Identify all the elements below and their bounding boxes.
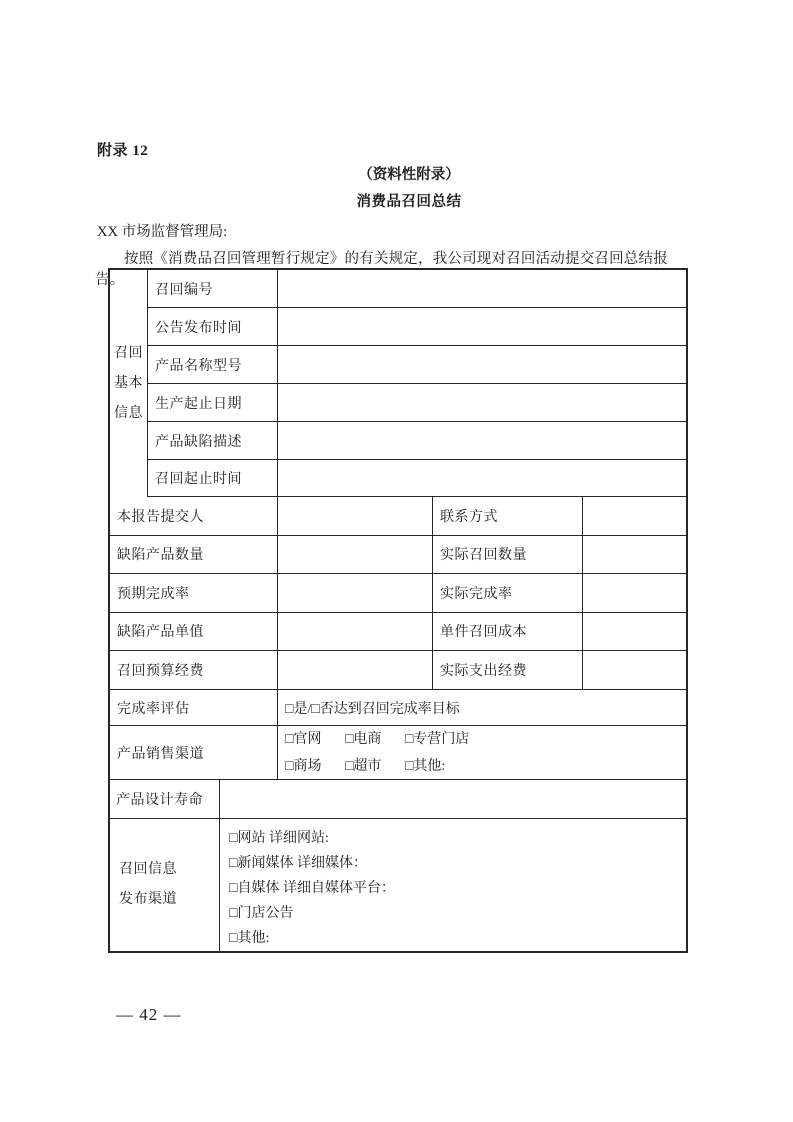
- value-cell: [278, 651, 433, 689]
- table-row-defect-description: [148, 422, 686, 460]
- value-cell: [583, 574, 686, 612]
- value-cell: [583, 613, 686, 651]
- value-cell: [583, 651, 686, 689]
- table-row-design-life: [110, 780, 686, 819]
- row-label: 缺陷产品单值: [110, 613, 278, 651]
- value-cell: [278, 536, 433, 574]
- value-cell: [278, 460, 686, 496]
- row-label: 联系方式: [433, 497, 583, 535]
- value-cell: [278, 384, 686, 421]
- checkbox-option-official-site: □官网: [285, 731, 322, 747]
- checkbox-option-supermarket: □超市: [344, 758, 382, 774]
- checkbox-option-mall: □商场: [285, 758, 322, 774]
- row-label: 单件召回成本: [433, 613, 583, 651]
- table-row-sales-channels: [110, 726, 686, 780]
- row-label: 产品销售渠道: [110, 726, 278, 779]
- checkbox-option-exclusive-store: □专营门店: [404, 731, 470, 747]
- table-row-recall-period: [148, 460, 686, 497]
- row-label: 预期完成率: [110, 574, 278, 612]
- row-label: 产品名称型号: [148, 346, 278, 383]
- row-label: 实际完成率: [433, 574, 583, 612]
- checkbox-option-news-media: □新闻媒体 详细媒体：: [229, 855, 367, 871]
- value-cell: [583, 536, 686, 574]
- row-label-line: 召回信息: [119, 861, 177, 877]
- row-label: 产品缺陷描述: [148, 422, 278, 459]
- value-cell: [278, 308, 686, 345]
- checkbox-option-self-media: □自媒体 详细自媒体平台：: [229, 880, 395, 896]
- row-label: 召回编号: [148, 270, 278, 307]
- table-row-product-name-model: [148, 346, 686, 384]
- row-label: 实际召回数量: [433, 536, 583, 574]
- row-label: 本报告提交人: [110, 497, 278, 535]
- table-row-completion-rate: [110, 574, 686, 613]
- row-label: 产品设计寿命: [110, 780, 220, 818]
- value-cell: [278, 613, 433, 651]
- value-cell: [278, 346, 686, 383]
- row-label: 完成率评估: [110, 690, 278, 726]
- completion-evaluation-options: □是/□否达到召回完成率目标: [285, 701, 460, 717]
- row-label: 生产起止日期: [148, 384, 278, 421]
- checkbox-option-other: □其他:: [404, 758, 446, 774]
- table-row-completion-evaluation: [110, 690, 686, 727]
- value-cell: [278, 270, 686, 307]
- table-row-submitter-contact: [110, 497, 686, 536]
- value-cell: [278, 497, 433, 535]
- table-row-defect-quantity: [110, 536, 686, 575]
- row-label: 实际支出经费: [433, 651, 583, 689]
- group-label-line: 召回: [114, 345, 143, 361]
- recall-summary-table: [108, 268, 688, 953]
- row-label: 公告发布时间: [148, 308, 278, 345]
- checkbox-option-other: □其他:: [229, 930, 270, 946]
- value-cell: [278, 574, 433, 612]
- row-label-recall-info: [110, 819, 220, 951]
- table-row-recall-number: [148, 270, 686, 308]
- basic-info-group-label: [110, 270, 148, 497]
- page-number: — 42 —: [116, 1005, 182, 1024]
- checkbox-option-ecommerce: □电商: [344, 731, 382, 747]
- row-label: 召回预算经费: [110, 651, 278, 689]
- row-label-line: 发布渠道: [119, 891, 177, 907]
- basic-info-section: [110, 270, 686, 497]
- sales-channel-line-1: [285, 726, 686, 753]
- sales-channel-line-2: [285, 753, 686, 780]
- row-label: 召回起止时间: [148, 460, 278, 496]
- value-cell: [278, 422, 686, 459]
- row-label: 缺陷产品数量: [110, 536, 278, 574]
- group-label-line: 基本: [114, 375, 143, 391]
- value-cell: [220, 780, 686, 818]
- appendix-label: 附录 12: [97, 143, 149, 159]
- salutation-line: XX 市场监督管理局:: [97, 224, 228, 240]
- recall-info-options: [220, 819, 686, 951]
- intro-paragraph: 按照《消费品召回管理暂行规定》的有关规定，我公司现对召回活动提交召回总结报告。: [95, 251, 668, 288]
- value-cell: [583, 497, 686, 535]
- table-row-production-dates: [148, 384, 686, 422]
- checkbox-option-website: □网站 详细网站:: [229, 830, 329, 846]
- table-row-recall-info-channels: [110, 819, 686, 951]
- group-label-line: 信息: [114, 405, 143, 421]
- checkbox-option-store-notice: □门店公告: [229, 905, 294, 921]
- table-row-unit-value-cost: [110, 613, 686, 652]
- table-row-announcement-time: [148, 308, 686, 346]
- table-row-budget-expense: [110, 651, 686, 690]
- document-title: 消费品召回总结: [356, 194, 462, 210]
- sales-channel-options: [278, 726, 686, 779]
- appendix-subtitle: （资料性附录）: [358, 167, 460, 183]
